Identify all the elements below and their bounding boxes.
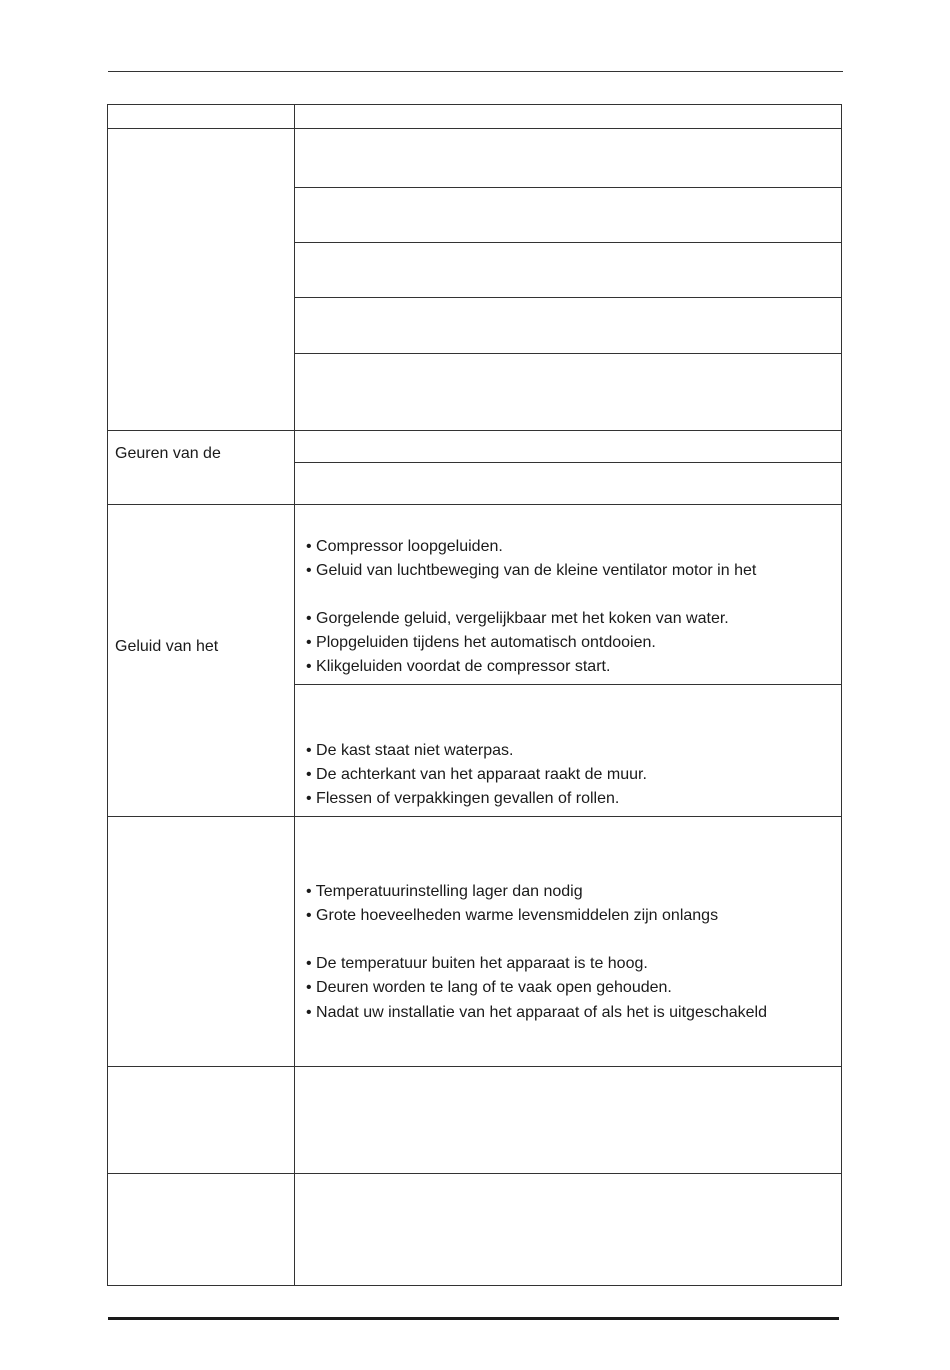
row-divider (107, 430, 842, 431)
row-label-noise: Geluid van het (115, 638, 219, 655)
footer-rule (108, 1317, 839, 1320)
list-item: • Flessen of verpakkingen gevallen of rollen. (306, 790, 620, 807)
list-item: • Deuren worden te lang of te vaak open gehouden. (306, 979, 672, 996)
list-item: • Grote hoeveelheden warme levensmiddelen zijn onlangs (306, 907, 719, 924)
list-item: • Temperatuurinstelling lager dan nodig (306, 883, 583, 900)
cell-divider (294, 684, 842, 685)
list-item: • Geluid van luchtbeweging van de kleine ventilator motor in het (306, 562, 757, 579)
row-divider (107, 816, 842, 817)
cell-divider (294, 297, 842, 298)
row-divider (107, 128, 842, 129)
cell-divider (294, 187, 842, 188)
list-item: • Nadat uw installatie van het apparaat of als het is uitgeschakeld (306, 1004, 767, 1021)
list-item: • De kast staat niet waterpas. (306, 742, 514, 759)
list-item: • Plopgeluiden tijdens het automatisch ontdooien. (306, 634, 656, 651)
list-item: • Gorgelende geluid, vergelijkbaar met het koken van water. (306, 610, 729, 627)
cell-divider (294, 353, 842, 354)
troubleshooting-table (107, 104, 842, 1286)
list-item: • De achterkant van het apparaat raakt de muur. (306, 766, 647, 783)
row-divider (107, 1173, 842, 1174)
list-item: • Compressor loopgeluiden. (306, 538, 503, 555)
row-divider (107, 1066, 842, 1067)
header-rule (108, 71, 843, 72)
column-divider (294, 104, 295, 1286)
row-label-smell: Geuren van de (115, 445, 221, 462)
row-divider (107, 504, 842, 505)
list-item: • De temperatuur buiten het apparaat is te hoog. (306, 955, 648, 972)
list-item: • Klikgeluiden voordat de compressor start. (306, 658, 611, 675)
cell-divider (294, 242, 842, 243)
cell-divider (294, 462, 842, 463)
